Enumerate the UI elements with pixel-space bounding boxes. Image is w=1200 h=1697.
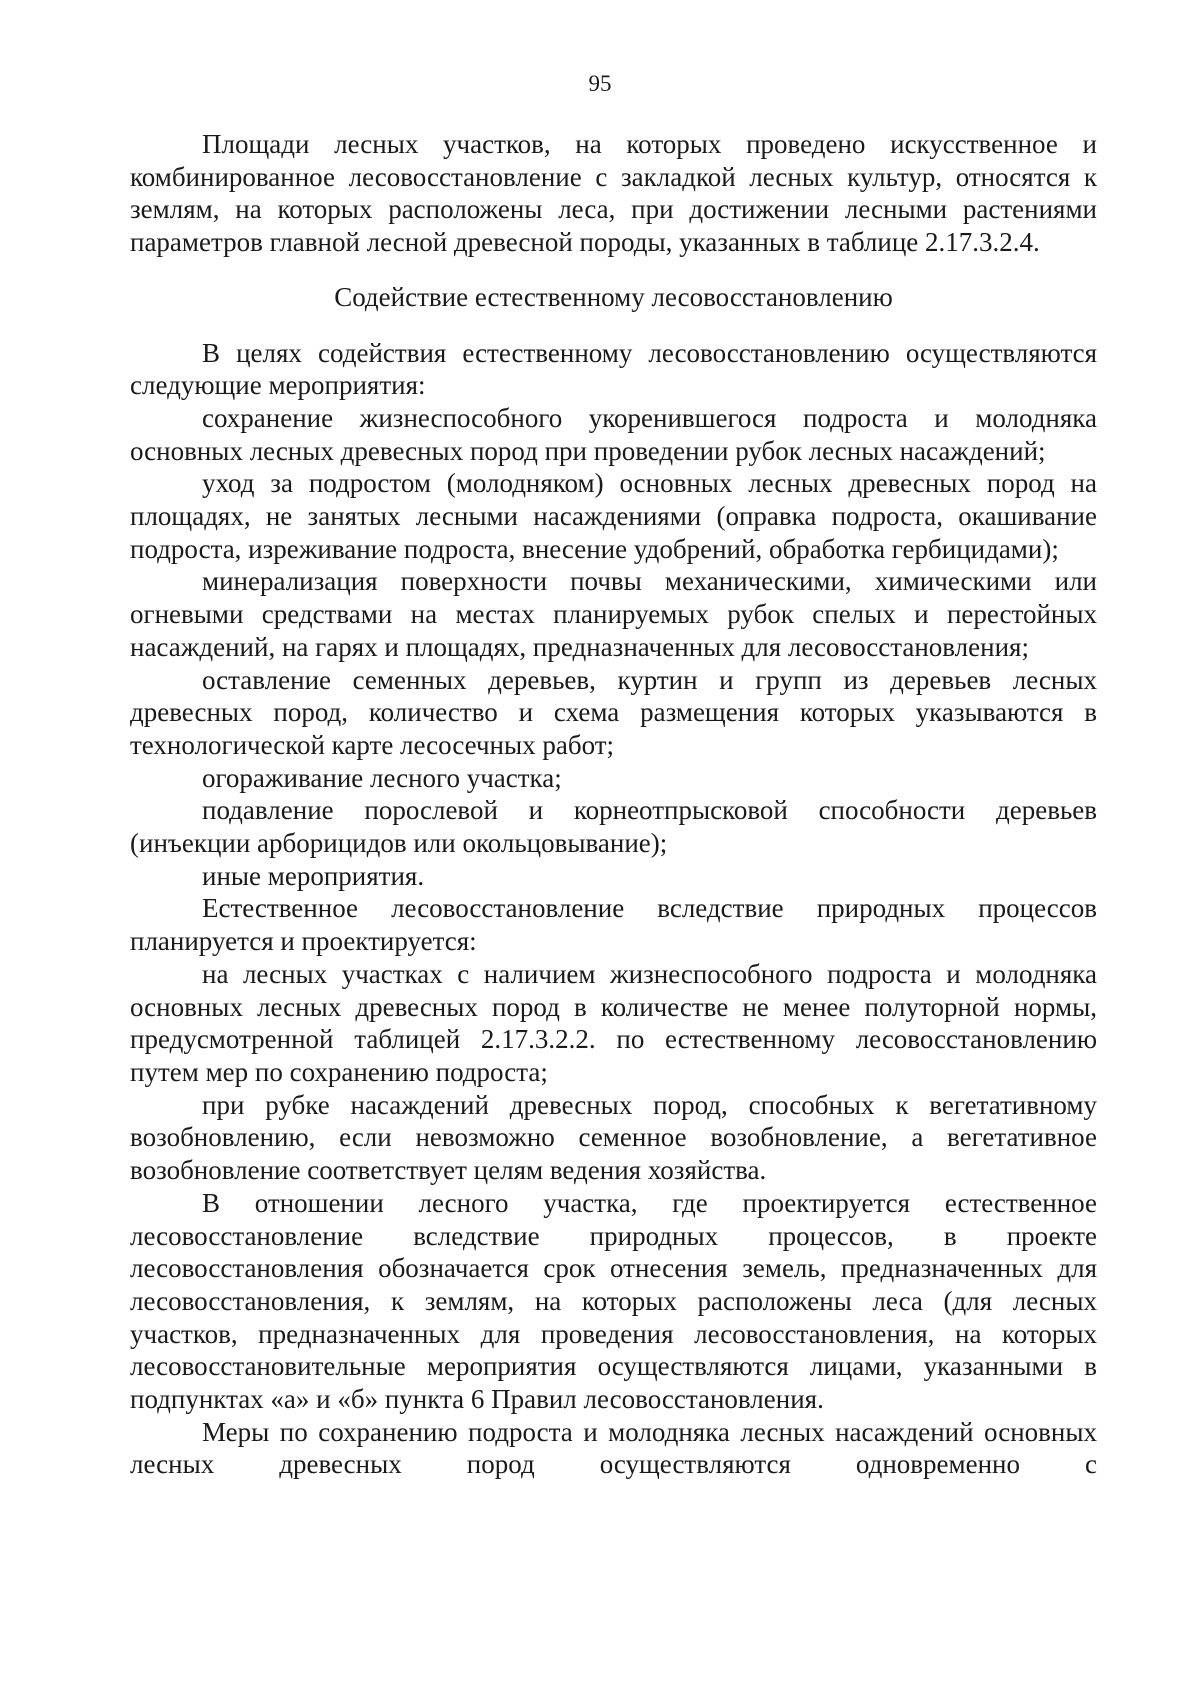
paragraph: на лесных участках с наличием жизнеспособного подроста и молодняка основных лесных древесных пород в количестве не менее полуторной нормы, предусмотренной таблицей 2.17.3.2.2. по естественному лесовосстановлению путем мер по сохранению подроста;	[130, 958, 1097, 1087]
text-body	[130, 128, 1097, 1481]
paragraph: Меры по сохранению подроста и молодняка лесных насаждений основных лесных древесных пород осуществляются одновременно с	[130, 1416, 1097, 1480]
paragraph: Естественное лесовосстановление вследствие природных процессов планируется и проектируется:	[130, 893, 1097, 957]
section-heading: Содействие естественному лесовосстановлению	[334, 281, 893, 312]
paragraph: уход за подростом (молодняком) основных лесных древесных пород на площадях, не занятых лесными насаждениями (оправка подроста, окашивание подроста, изреживание подроста, внесение удобрений, обработка гербицидами);	[130, 468, 1097, 564]
page-number: 95	[588, 71, 612, 96]
paragraph: В целях содействия естественному лесовосстановлению осуществляются следующие мероприятия:	[130, 337, 1097, 401]
paragraph: подавление порослевой и корнеотпрысковой способности деревьев (инъекции арборицидов или окольцовывание);	[130, 795, 1097, 859]
paragraph: при рубке насаждений древесных пород, способных к вегетативному возобновлению, если невозможно семенное возобновление, а вегетативное возобновление соответствует целям ведения хозяйства.	[130, 1089, 1097, 1186]
paragraph: иные мероприятия.	[202, 860, 425, 891]
paragraph: огораживание лесного участка;	[202, 762, 562, 793]
paragraph: В отношении лесного участка, где проектируется естественное лесовосстановление вследствие природных процессов, в проекте лесовосстановления обозначается срок отнесения земель, предназначенных для лесовосстановления, к землям, на которых расположены леса (для лесных участков, предназначенных для проведения лесовосстановления, на которых лесовосстановительные мероприятия осуществляются лицами, указанными в подпунктах «а» и «б» пункта 6 Правил лесовосстановления.	[130, 1187, 1097, 1415]
paragraph: Площади лесных участков, на которых проведено искусственное и комбинированное лесовосстановление с закладкой лесных культур, относятся к землям, на которых расположены леса, при достижении лесными растениями параметров главной лесной древесной породы, указанных в таблице 2.17.3.2.4.	[130, 129, 1097, 258]
paragraph: сохранение жизнеспособного укоренившегося подроста и молодняка основных лесных древесных пород при проведении рубок лесных насаждений;	[130, 402, 1097, 466]
paragraph: минерализация поверхности почвы механическими, химическими или огневыми средствами на местах планируемых рубок спелых и перестойных насаждений, на гарях и площадях, предназначенных для лесовосстановления;	[130, 566, 1097, 662]
paragraph: оставление семенных деревьев, куртин и групп из деревьев лесных древесных пород, количество и схема размещения которых указываются в технологической карте лесосечных работ;	[130, 664, 1097, 760]
